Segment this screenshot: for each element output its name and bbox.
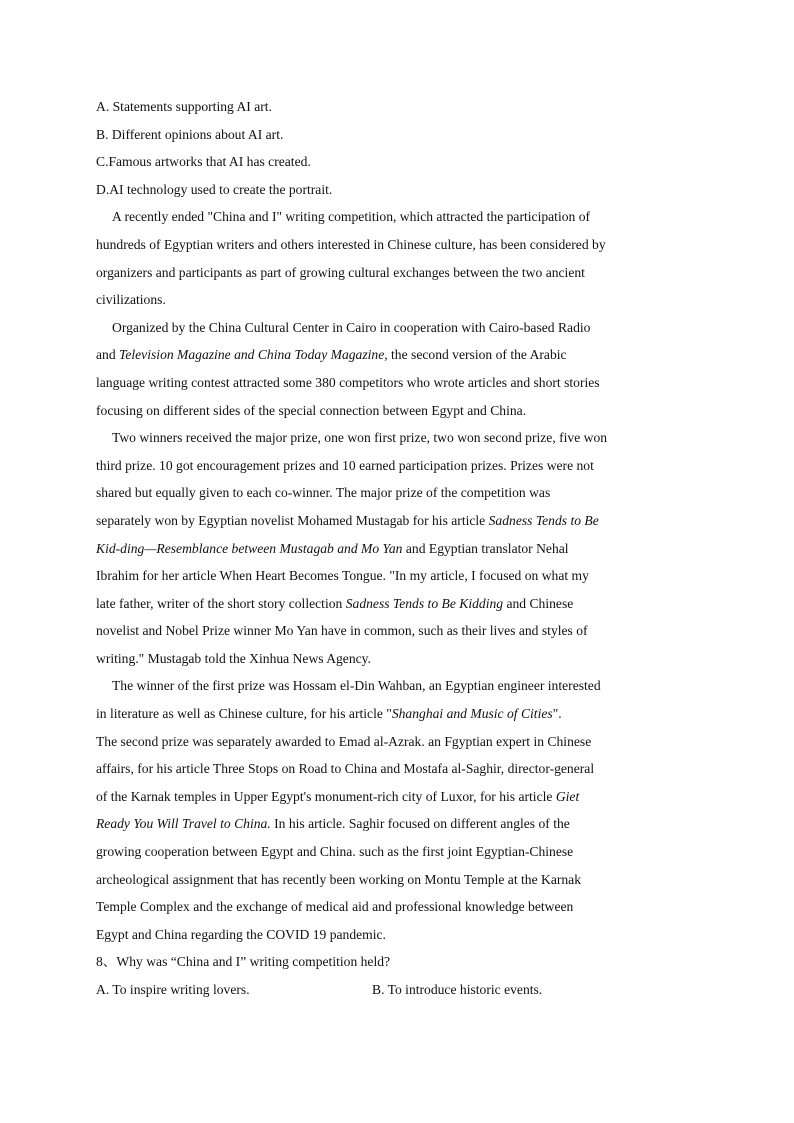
text-run: , the second version of the Arabic [384, 347, 567, 363]
paragraph-line: A recently ended "China and I" writing competition, which attracted the participation of [112, 209, 591, 225]
paragraph-line: archeological assignment that has recently been working on Montu Temple at the Karnak [96, 871, 582, 887]
question-stem: 8、Why was “China and I” writing competition held? [96, 954, 391, 970]
paragraph-line: novelist and Nobel Prize winner Mo Yan have in common, such as their lives and styles of [96, 623, 588, 639]
question-options [96, 976, 700, 1004]
text-run: and [96, 347, 120, 363]
paragraph-line: writing." Mustagab told the Xinhua News Agency. [96, 650, 371, 666]
paragraph-line [96, 507, 700, 535]
paragraph-line: Egypt and China regarding the COVID 19 pandemic. [96, 926, 386, 942]
paragraph-line: The second prize was separately awarded to Emad al-Azrak. an Fgyptian expert in Chinese [96, 733, 592, 749]
paragraph-line: growing cooperation between Egypt and China. such as the first joint Egyptian-Chinese [96, 844, 574, 860]
previous-question-options [96, 93, 700, 203]
text-run: of the Karnak temples in Upper Egypt's monument-rich city of Luxor, for his article [96, 788, 556, 804]
paragraph-line: Temple Complex and the exchange of medical aid and professional knowledge between [96, 899, 574, 915]
question-option-a: A. To inspire writing lovers. [96, 982, 250, 997]
paragraph-line [96, 535, 700, 563]
text-run: in literature as well as Chinese culture, for his article " [96, 706, 392, 722]
paragraph-line: affairs, for his article Three Stops on Road to China and Mostafa al-Saghir, director-general [96, 761, 595, 777]
paragraph-line: focusing on different sides of the special connection between Egypt and China. [96, 402, 527, 418]
italic-title: Kid-ding—Resemblance between Mustagab and Mo Yan [96, 540, 403, 556]
passage-paragraph-3 [96, 424, 700, 672]
paragraph-line: Ibrahim for her article When Heart Becomes Tongue. "In my article, I focused on what my [96, 568, 589, 584]
passage-paragraph-2 [96, 314, 700, 424]
option-b: B. Different opinions about AI art. [96, 126, 284, 142]
option-d: D.AI technology used to create the portrait. [96, 181, 333, 197]
passage-paragraph-1 [96, 203, 700, 313]
paragraph-line: shared but equally given to each co-winner. The major prize of the competition was [96, 485, 551, 501]
question-8 [96, 948, 700, 1003]
italic-title: Giet [555, 788, 580, 804]
question-option-b: B. To introduce historic events. [372, 982, 543, 997]
italic-title: Television Magazine and China Today Magazine [119, 347, 385, 363]
document-page [96, 93, 700, 1004]
paragraph-line: organizers and participants as part of growing cultural exchanges between the two ancient [96, 264, 585, 280]
option-c: C.Famous artworks that AI has created. [96, 154, 311, 170]
text-run: and Egyptian translator Nehal [402, 540, 569, 556]
paragraph-line [96, 341, 700, 369]
italic-title: Shanghai and Music of Cities [391, 706, 553, 722]
paragraph-line [96, 783, 700, 811]
paragraph-line: hundreds of Egyptian writers and others interested in Chinese culture, has been considered by [96, 236, 606, 252]
text-run: and Chinese [503, 595, 574, 611]
option-a: A. Statements supporting AI art. [96, 99, 272, 114]
paragraph-line: civilizations. [96, 292, 166, 308]
paragraph-line [96, 810, 700, 838]
paragraph-line: The winner of the first prize was Hossam el-Din Wahban, an Egyptian engineer interested [112, 678, 601, 694]
text-run: In his article. Saghir focused on different angles of the [270, 816, 570, 832]
text-run: separately won by Egyptian novelist Mohamed Mustagab for his article [96, 512, 489, 528]
italic-title: Sadness Tends to Be Kidding [345, 595, 504, 611]
italic-title: Sadness Tends to Be [488, 512, 599, 528]
paragraph-line: Two winners received the major prize, one won first prize, two won second prize, five won [112, 430, 608, 446]
paragraph-line [96, 700, 700, 728]
paragraph-line: Organized by the China Cultural Center in Cairo in cooperation with Cairo-based Radio [112, 319, 591, 335]
italic-title: Ready You Will Travel to China. [96, 816, 271, 832]
paragraph-line: language writing contest attracted some 380 competitors who wrote articles and short stories [96, 374, 600, 390]
text-run: late father, writer of the short story collection [96, 595, 346, 611]
passage-paragraph-4 [96, 672, 700, 948]
paragraph-line: third prize. 10 got encouragement prizes and 10 earned participation prizes. Prizes were not [96, 457, 594, 473]
text-run: ". [552, 706, 562, 722]
paragraph-line [96, 590, 700, 618]
